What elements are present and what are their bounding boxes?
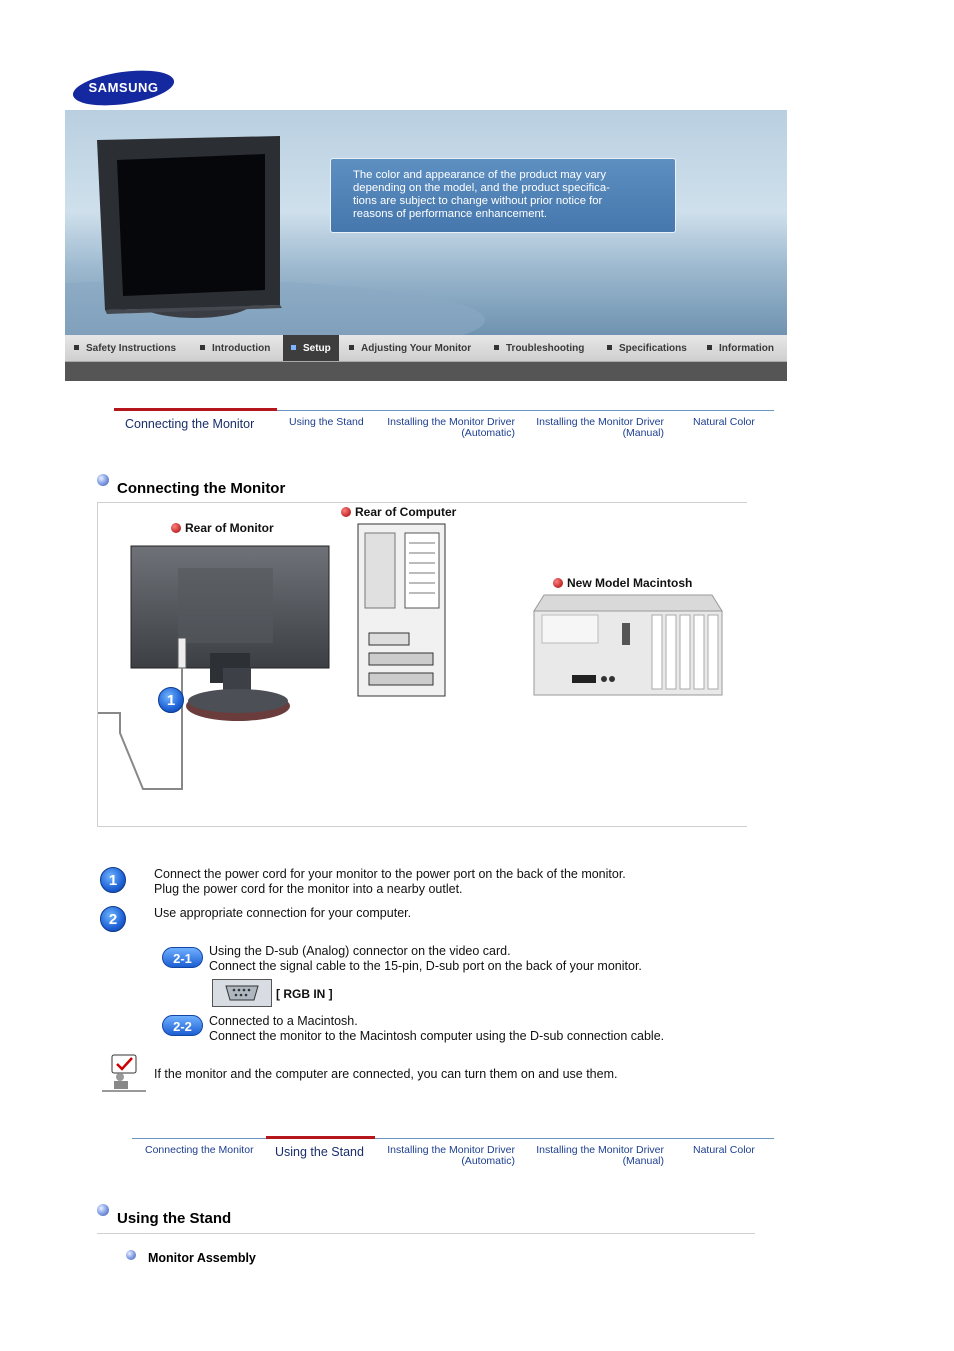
note-icon	[102, 1053, 146, 1093]
subnav-connecting-the-monitor[interactable]: Connecting the Monitor	[145, 1144, 254, 1156]
subnav-label: Installing the Monitor Driver	[387, 1144, 515, 1156]
subnav-install-driver-automatic[interactable]	[386, 1145, 515, 1167]
subnav-label-sub: (Manual)	[622, 427, 664, 439]
substep-2-2-text	[209, 1014, 664, 1044]
substep-line: Connect the signal cable to the 15-pin, D-sub port on the back of your monitor.	[209, 959, 642, 973]
subnav-install-driver-manual[interactable]	[535, 417, 664, 439]
step-line: Plug the power cord for the monitor into a nearby outlet.	[154, 882, 463, 896]
section-title-connecting: Connecting the Monitor	[117, 480, 286, 497]
step-2-text: Use appropriate connection for your computer.	[154, 906, 412, 920]
label-rear-of-monitor	[171, 521, 274, 535]
nav-adjusting-your-monitor[interactable]: Adjusting Your Monitor	[349, 335, 471, 361]
substep-badge-2-1: 2-1	[162, 947, 203, 968]
active-tab-indicator	[114, 408, 277, 411]
connection-diagram	[97, 503, 747, 827]
samsung-logo	[72, 70, 175, 106]
label-text: Rear of Monitor	[185, 521, 274, 535]
subnav-using-the-stand[interactable]: Using the Stand	[275, 1145, 364, 1159]
label-text: Rear of Computer	[355, 505, 457, 519]
banner-note-line: The color and appearance of the product may vary	[353, 169, 607, 181]
step-1-text	[154, 867, 626, 897]
subnav-label-sub: (Automatic)	[461, 1155, 515, 1167]
substep-2-1-text	[209, 944, 642, 974]
logo-text: SAMSUNG	[88, 80, 159, 95]
monitor-rear-illustration	[98, 543, 338, 793]
subnav-connecting-the-monitor[interactable]: Connecting the Monitor	[125, 417, 255, 431]
banner-note-line: depending on the model, and the product specifica-	[353, 182, 610, 194]
step-badge-2: 2	[100, 906, 126, 932]
sub-nav-top	[114, 410, 774, 451]
red-dot-icon	[553, 578, 563, 588]
subnav-label-sub: (Automatic)	[461, 427, 515, 439]
red-dot-icon	[171, 523, 181, 533]
hero-banner	[65, 110, 787, 335]
nav-safety-instructions[interactable]: Safety Instructions	[74, 335, 176, 361]
port-label: [ RGB IN ]	[276, 987, 333, 1001]
subnav-natural-color[interactable]: Natural Color	[693, 416, 755, 428]
banner-note-line: reasons of performance enhancement.	[353, 208, 548, 220]
step-badge-1: 1	[100, 867, 126, 893]
step-line: Connect the power cord for your monitor to the power port on the back of the monitor.	[154, 867, 626, 881]
nav-information[interactable]: Information	[707, 335, 774, 361]
section-bullet-icon	[97, 474, 109, 486]
section-title-using-the-stand: Using the Stand	[117, 1210, 232, 1227]
subsection-bullet-icon	[126, 1250, 136, 1260]
substep-line: Connect the monitor to the Macintosh computer using the D-sub connection cable.	[209, 1029, 665, 1043]
subnav-install-driver-automatic[interactable]	[386, 417, 515, 439]
subnav-label: Installing the Monitor Driver	[536, 1144, 664, 1156]
red-dot-icon	[341, 507, 351, 517]
subnav-label: Installing the Monitor Driver	[536, 416, 664, 428]
section-divider	[97, 1233, 755, 1234]
banner-note-line: tions are subject to change without prior notice for	[353, 195, 603, 207]
label-text: New Model Macintosh	[567, 576, 693, 590]
subnav-install-driver-manual[interactable]	[535, 1145, 664, 1167]
active-tab-indicator	[266, 1136, 375, 1139]
substep-line: Using the D-sub (Analog) connector on the video card.	[209, 944, 511, 958]
pc-tower-illustration	[357, 523, 447, 698]
subsection-title-monitor-assembly: Monitor Assembly	[148, 1251, 256, 1265]
subnav-label-sub: (Manual)	[622, 1155, 664, 1167]
nav-setup[interactable]: Setup	[283, 335, 339, 361]
substep-badge-2-2: 2-2	[162, 1015, 203, 1036]
subnav-natural-color[interactable]: Natural Color	[693, 1144, 755, 1156]
label-rear-of-computer	[341, 505, 456, 519]
main-nav	[65, 335, 787, 362]
subnav-label: Installing the Monitor Driver	[387, 416, 515, 428]
sub-nav-bottom	[132, 1138, 774, 1179]
nav-troubleshooting[interactable]: Troubleshooting	[494, 335, 584, 361]
banner-notice	[330, 158, 676, 233]
nav-underbar	[65, 362, 787, 381]
label-new-model-macintosh	[553, 576, 692, 590]
note-text: If the monitor and the computer are connected, you can turn them on and use them.	[154, 1067, 618, 1081]
subnav-using-the-stand[interactable]: Using the Stand	[289, 416, 364, 428]
substep-line: Connected to a Macintosh.	[209, 1014, 358, 1028]
macintosh-illustration	[532, 593, 724, 698]
dsub-port-icon	[212, 979, 272, 1007]
callout-badge-1: 1	[158, 687, 184, 713]
nav-introduction[interactable]: Introduction	[200, 335, 270, 361]
nav-specifications[interactable]: Specifications	[607, 335, 687, 361]
section-bullet-icon	[97, 1204, 109, 1216]
